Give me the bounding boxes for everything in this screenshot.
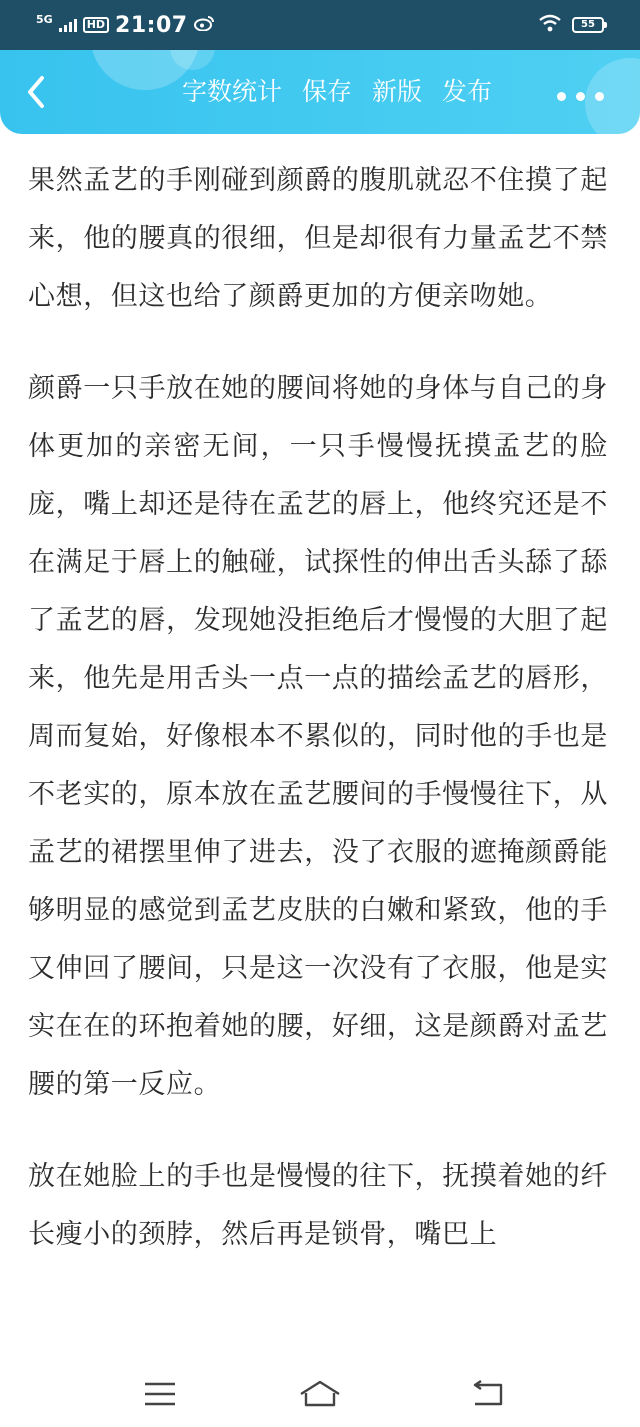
word-count-button[interactable]: 字数统计 <box>181 77 282 106</box>
network-type: 5G <box>36 12 53 26</box>
weibo-icon <box>194 15 214 35</box>
menu-lines-icon <box>143 1381 177 1407</box>
save-button[interactable]: 保存 <box>301 77 352 106</box>
back-arrow-icon <box>471 1380 505 1408</box>
home-button[interactable] <box>290 1372 350 1416</box>
system-nav-bar <box>0 1360 640 1427</box>
battery-level: 55 <box>581 19 595 30</box>
more-dots-icon[interactable] <box>557 92 604 101</box>
new-version-button[interactable]: 新版 <box>371 77 422 106</box>
back-button[interactable] <box>18 70 58 114</box>
article-paragraph: 颜爵一只手放在她的腰间将她的身体与自己的身体更加的亲密无间，一只手慢慢抚摸孟艺的脸庞，嘴上却还是待在孟艺的唇上，他终究还是不在满足于唇上的触碰，试探性的伸出舌头舔了舔了孟艺的唇，发现她没拒绝后才慢慢的大胆了起来，他先是用舌头一点一点的描绘孟艺的唇形，周而复始，好像根本不累似的，同时他的手也是不老实的，原本放在孟艺腰间的手慢慢往下，从孟艺的裙摆里伸了进去，没了衣服的遮掩颜爵能够明显的感觉到孟艺皮肤的白嫩和紧致，他的手又伸回了腰间，只是这一次没有了衣服，他是实实在在的环抱着她的腰，好细，这是颜爵对孟艺腰的第一反应。 <box>28 373 608 1100</box>
chevron-left-icon <box>18 70 58 114</box>
editor-toolbar <box>0 50 640 134</box>
status-time: 21:07 <box>115 12 188 38</box>
menu-button[interactable] <box>130 1372 190 1416</box>
home-icon <box>298 1379 342 1409</box>
signal-icon <box>59 18 77 32</box>
article-body <box>28 152 608 1298</box>
back-nav-button[interactable] <box>458 1372 518 1416</box>
article-paragraph: 果然孟艺的手刚碰到颜爵的腹肌就忍不住摸了起来，他的腰真的很细，但是却很有力量孟艺不禁心想，但这也给了颜爵更加的方便亲吻她。 <box>28 165 608 312</box>
publish-button[interactable]: 发布 <box>441 77 492 106</box>
battery-icon <box>572 17 604 33</box>
wifi-icon <box>538 14 562 36</box>
status-bar <box>0 0 640 50</box>
toolbar-actions <box>182 74 492 110</box>
hd-badge: HD <box>83 17 109 33</box>
article-paragraph: 放在她脸上的手也是慢慢的往下，抚摸着她的纤长瘦小的颈脖，然后再是锁骨，嘴巴上 <box>28 1161 608 1250</box>
